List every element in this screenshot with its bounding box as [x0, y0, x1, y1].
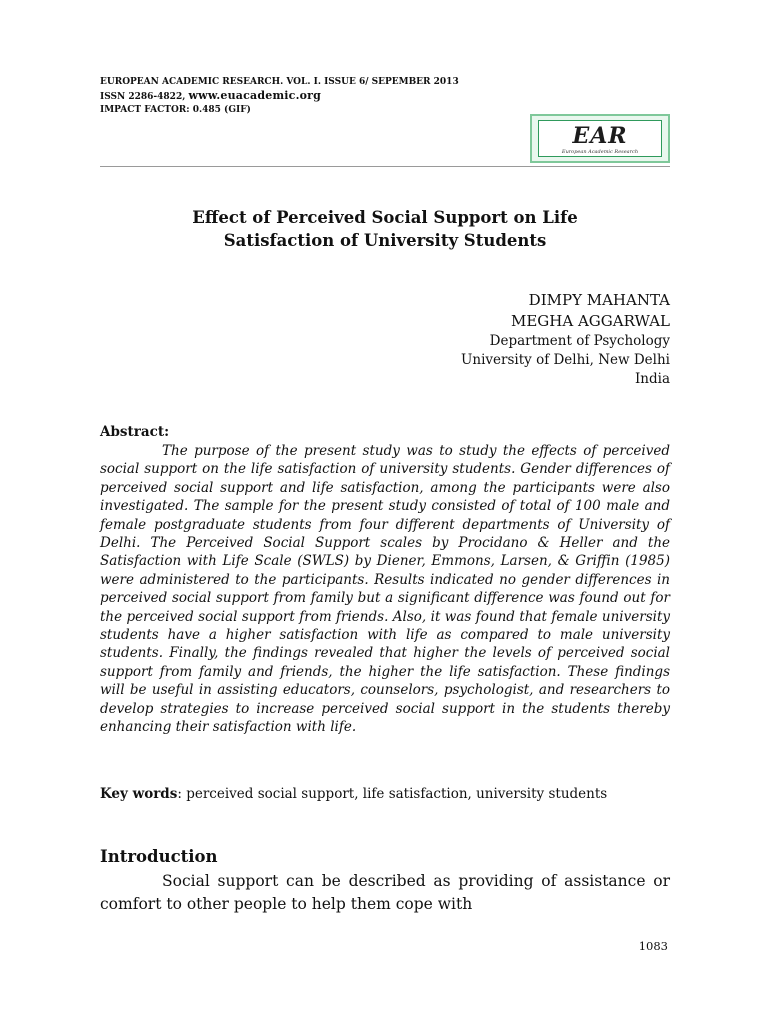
author-name: MEGHA AGGARWAL [510, 312, 670, 330]
title-line-2: Satisfaction of University Students [223, 231, 547, 250]
header-divider [100, 166, 670, 167]
issn-line [100, 89, 520, 104]
journal-url[interactable]: www.euacademic.org [188, 89, 322, 102]
logo-frame [538, 120, 662, 157]
affiliation-university: University of Delhi, New Delhi [461, 352, 670, 368]
impact-factor: IMPACT FACTOR: 0.485 (GIF) [100, 105, 251, 115]
journal-volume-line: EUROPEAN ACADEMIC RESEARCH. VOL. I. ISSUE 6/ SEPEMBER 2013 [100, 77, 459, 87]
affiliation-country: India [634, 371, 670, 387]
abstract-heading: Abstract: [100, 424, 170, 440]
affiliation-department: Department of Psychology [489, 333, 670, 349]
introduction-heading: Introduction [100, 847, 218, 866]
keywords-label: Key words [100, 786, 178, 802]
issn: ISSN 2286-4822, [100, 92, 186, 102]
title-line-1: Effect of Perceived Social Support on Life [192, 208, 578, 227]
logo-subtitle: European Academic Research [561, 149, 639, 155]
keywords [100, 784, 670, 804]
keywords-text: : perceived social support, life satisfaction, university students [177, 786, 608, 802]
logo-mark: EAR [572, 123, 628, 149]
abstract-body: The purpose of the present study was to study the effects of perceived social support on the life satisfaction of university students. Gender differences of perceived social support and life satisfaction, among the participants were also investigated. The sample for the present study consisted of total of 100 male and female postgraduate students from four different departments of University of Delhi. The Perceived Social Support scales by Procidano & Heller and the Satisfaction with Life Scale (SWLS) by Diener, Emmons, Larsen, & Griffin (1985) were administered to the participants. Results indicated no gender differences in perceived social support from family but a significant difference was found out for the perceived social support from friends. Also, it was found that female university students have a higher satisfaction with life as compared to male university students. Finally, the findings revealed that higher the levels of perceived social support from family and friends, the higher the life satisfaction. These findings will be useful in assisting educators, counselors, psychologist, and researchers to develop strategies to increase perceived social support in the students thereby enhancing their satisfaction with life. [100, 443, 670, 736]
page-number: 1083 [638, 939, 668, 953]
introduction-body: Social support can be described as providing of assistance or comfort to other people to help them cope with [100, 872, 670, 913]
journal-header [100, 76, 520, 117]
author-block [461, 290, 670, 389]
author-name: DIMPY MAHANTA [528, 291, 670, 309]
paper-title [100, 206, 670, 252]
journal-logo [530, 114, 670, 163]
